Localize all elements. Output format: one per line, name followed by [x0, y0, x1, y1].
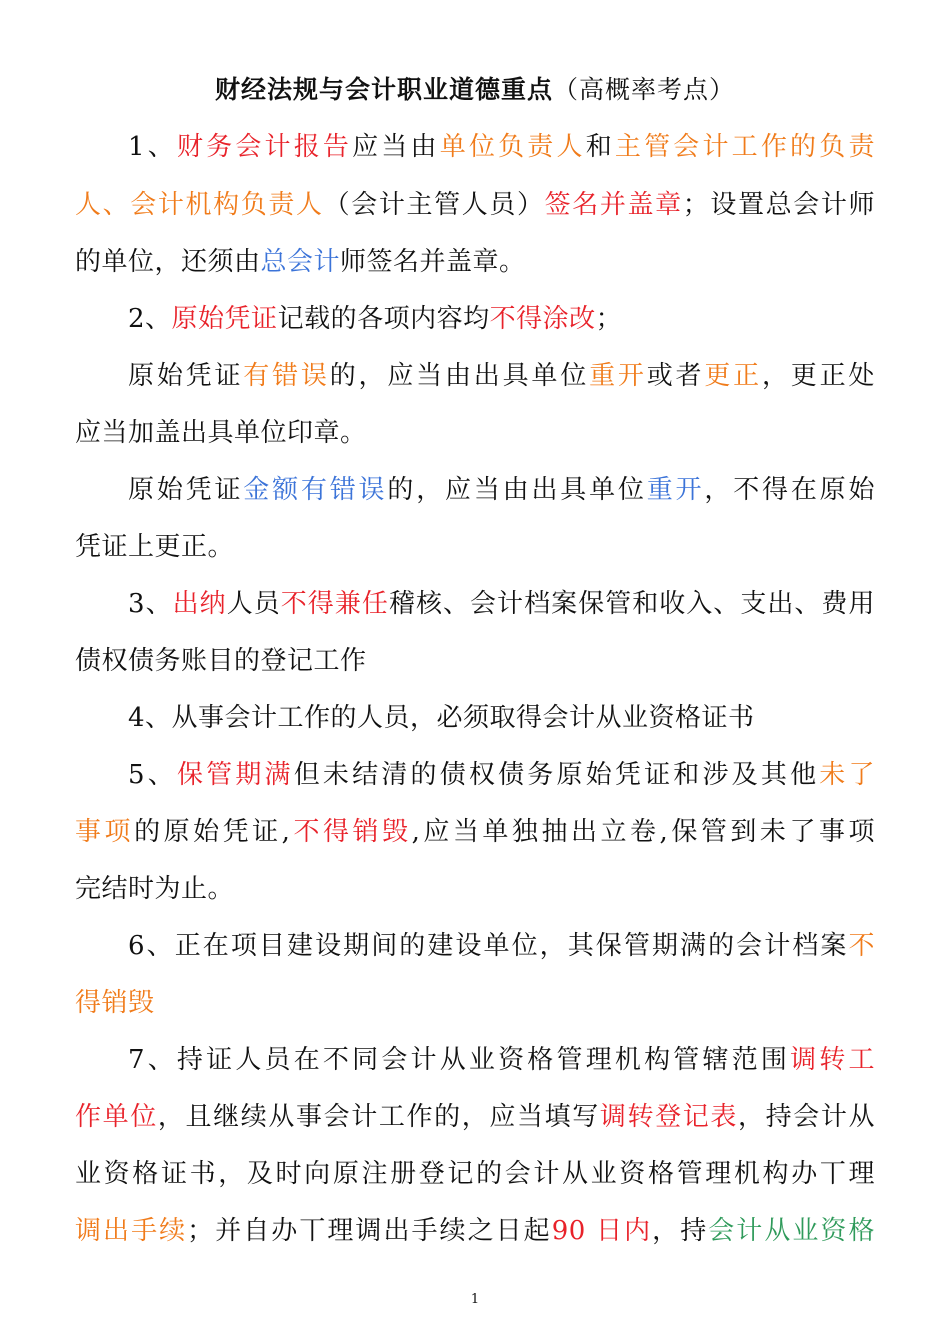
title-main: 财经法规与会计职业道德重点 — [214, 75, 553, 104]
item-5-line-2: 事项的原始凭证,不得销毁,应当单独抽出立卷,保管到未了事项 — [75, 817, 875, 847]
item-7-line-1: 7、持证人员在不同会计从业资格管理机构管辖范围调转工 — [128, 1045, 875, 1075]
item-1-line-1: 1、财务会计报告应当由单位负责人和主管会计工作的负责 — [128, 132, 875, 162]
item-3-line-2: 债权债务账目的登记工作 — [75, 646, 367, 676]
item-3-line-1: 3、出纳人员不得兼任稽核、会计档案保管和收入、支出、费用 — [128, 589, 875, 619]
item-7-line-3: 业资格证书，及时向原注册登记的会计从业资格管理机构办丅理 — [75, 1159, 875, 1189]
item-4-line-1: 4、从事会计工作的人员，必须取得会计从业资格证书 — [128, 703, 755, 733]
item-1-line-3: 的单位，还须由总会计师签名并盖章。 — [75, 247, 526, 277]
item-2-para-2-line-2: 应当加盖出具单位印章。 — [75, 418, 367, 448]
item-7-line-4: 调出手续；并自办丅理调出手续之日起90 日内，持会计从业资格 — [75, 1216, 875, 1246]
page-title — [0, 70, 950, 110]
item-7-line-2: 作单位，且继续从事会计工作的，应当填写调转登记表，持会计从 — [75, 1102, 875, 1132]
item-1-line-2: 人、会计机构负责人（会计主管人员）签名并盖章；设置总会计师 — [75, 190, 875, 220]
item-2-para-3-line-2: 凭证上更正。 — [75, 532, 235, 562]
item-6-line-1: 6、正在项目建设期间的建设单位，其保管期满的会计档案不 — [128, 931, 875, 961]
item-5-line-1: 5、保管期满但未结清的债权债务原始凭证和涉及其他未了 — [128, 760, 875, 790]
item-5-line-3: 完结时为止。 — [75, 874, 235, 904]
item-6-line-2: 得销毁 — [75, 988, 155, 1018]
item-2-para-2-line-1: 原始凭证有错误的，应当由出具单位重开或者更正，更正处 — [128, 361, 875, 391]
item-2-line-1: 2、原始凭证记载的各项内容均不得涂改； — [128, 304, 623, 334]
title-sub: （高概率考点） — [553, 75, 736, 104]
item-2-para-3-line-1: 原始凭证金额有错误的，应当由出具单位重开，不得在原始 — [128, 475, 875, 505]
page-number: 1 — [470, 1292, 480, 1307]
